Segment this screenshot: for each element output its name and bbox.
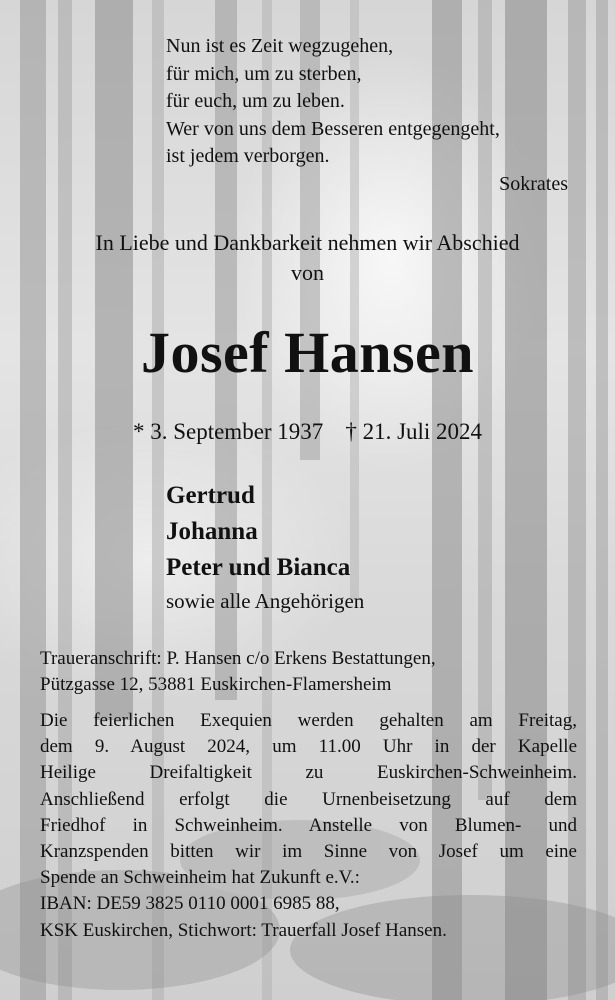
intro-line: von bbox=[291, 260, 324, 285]
poem-line: Nun ist es Zeit wegzugehen, bbox=[166, 35, 394, 57]
service-details bbox=[40, 708, 577, 944]
birth-date: * 3. September 1937 bbox=[132, 419, 324, 444]
service-line: Die feierlichen Exequien werden gehalten am Freitag, bbox=[40, 710, 577, 731]
mourners-list bbox=[166, 478, 586, 586]
service-line: Friedhof in Schweinheim. Anstelle von Blumen- und bbox=[40, 814, 577, 836]
death-date: † 21. Juli 2024 bbox=[345, 419, 483, 444]
deceased-name: Josef Hansen bbox=[140, 320, 475, 385]
intro-line: In Liebe und Dankbarkeit nehmen wir Abschied bbox=[95, 230, 520, 255]
address-line: Traueranschrift: P. Hansen c/o Erkens Bestattungen, bbox=[40, 648, 436, 669]
poem-author: Sokrates bbox=[499, 172, 568, 195]
address-line: Pützgasse 12, 53881 Euskirchen-Flamersheim bbox=[40, 674, 392, 695]
mourner-name: Gertrud bbox=[166, 482, 255, 509]
intro-text bbox=[0, 228, 615, 288]
bank-line: KSK Euskirchen, Stichwort: Trauerfall Josef Hansen. bbox=[40, 919, 447, 941]
iban-line: IBAN: DE59 3825 0110 0001 6985 88, bbox=[40, 893, 340, 915]
life-dates bbox=[0, 416, 615, 448]
poem-line: für euch, um zu leben. bbox=[166, 90, 345, 112]
service-line: Spende an Schweinheim hat Zukunft e.V.: bbox=[40, 867, 360, 889]
mourner-name: Peter und Bianca bbox=[166, 554, 351, 581]
other-relatives: sowie alle Angehörigen bbox=[166, 589, 365, 613]
service-line: dem 9. August 2024, um 11.00 Uhr in der Kapelle bbox=[40, 736, 577, 758]
poem bbox=[166, 33, 576, 198]
mourner-name: Johanna bbox=[166, 518, 258, 545]
poem-line: Wer von uns dem Besseren entgegengeht, bbox=[166, 117, 500, 140]
poem-line: ist jedem verborgen. bbox=[166, 145, 330, 167]
service-line: Anschließend erfolgt die Urnenbeisetzung auf dem bbox=[40, 788, 577, 810]
poem-line: für mich, um zu sterben, bbox=[166, 62, 362, 85]
service-line: Kranzspenden bitten wir im Sinne von Josef um eine bbox=[40, 841, 577, 863]
service-line: Heilige Dreifaltigkeit zu Euskirchen-Schweinheim. bbox=[40, 762, 577, 784]
mourning-address bbox=[40, 646, 585, 698]
